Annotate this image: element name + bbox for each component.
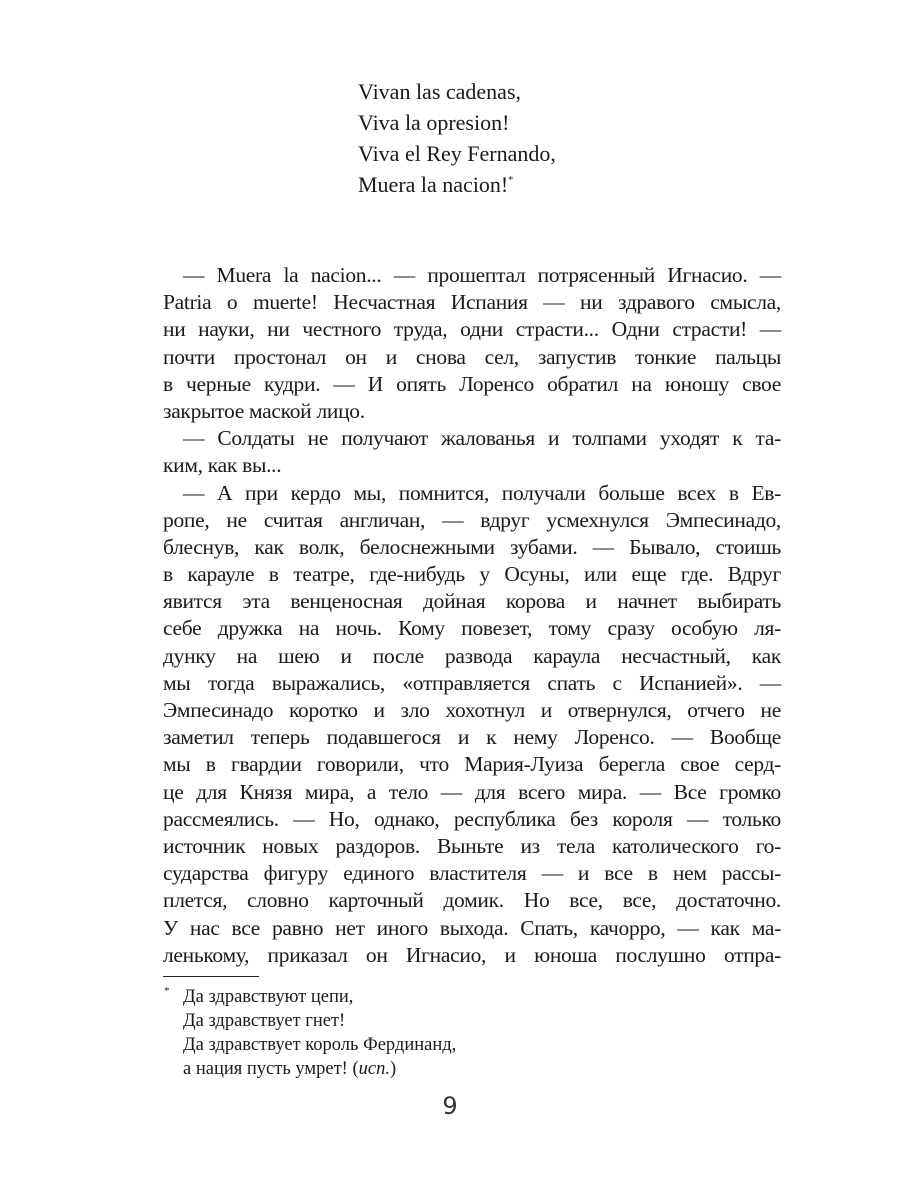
text-line: заметил теперь подавшегося и к нему Лоренсо. — Вообще xyxy=(163,725,781,750)
footnote-line: Да здравствует гнет! xyxy=(183,1011,346,1031)
text-line: дунку на шею и после развода караула несчастный, как xyxy=(163,643,781,668)
footnote xyxy=(183,985,456,1081)
text-line: — А при кердо мы, помнится, получали больше всех в Ев- xyxy=(183,480,781,505)
footnote-line: Да здравствуют цепи, xyxy=(183,987,354,1007)
text-line: Patria o muerte! Несчастная Испания — ни здравого смысла, xyxy=(163,290,781,315)
text-line: закрытое маской лицо. xyxy=(163,398,365,423)
text-line: це для Князя мира, а тело — для всего мира. — Все громко xyxy=(163,779,781,804)
footnote-divider xyxy=(163,976,259,977)
footnote-marker: * xyxy=(164,985,170,997)
text-line: — Солдаты не получают жалованья и толпами уходят к та- xyxy=(183,426,781,451)
text-line: мы в гвардии говорили, что Мария-Луиза берегла свое серд- xyxy=(163,752,781,777)
text-line: в карауле в театре, где-нибудь у Осуны, или еще где. Вдруг xyxy=(163,562,781,587)
poem-line-text: Muera la nacion! xyxy=(358,172,509,197)
text-line: ким, как вы... xyxy=(163,453,282,478)
text-line: ленькому, приказал он Игнасио, и юноша послушно отпра- xyxy=(163,942,781,967)
paren: ) xyxy=(389,1059,397,1079)
footnote-line xyxy=(183,1057,456,1081)
text-line: мы тогда выражались, «отправляется спать с Испанией». — xyxy=(163,670,781,695)
poem-line: Vivan las cadenas, xyxy=(358,79,522,104)
text-line: явится эта венценосная дойная корова и начнет выбирать xyxy=(163,589,781,614)
text-line: блеснув, как волк, белоснежными зубами. — Бывало, стоишь xyxy=(163,534,781,559)
language-note: исп. xyxy=(358,1059,390,1079)
body-text xyxy=(163,262,781,969)
poem-line xyxy=(358,169,556,200)
text-line: У нас все равно нет иного выхода. Спать, качорро, — как ма- xyxy=(163,915,781,940)
text-line: рассмеялись. — Но, однако, республика без короля — только xyxy=(163,806,781,831)
paren: ( xyxy=(352,1059,359,1079)
text-line: — Muera la nacion... — прошептал потрясенный Игнасио. — xyxy=(183,263,781,287)
text-line: ни науки, ни честного труда, одни страсти... Одни страсти! — xyxy=(163,317,781,342)
text-line: источник новых раздоров. Выньте из тела католического го- xyxy=(163,833,781,858)
text-line: почти простонал он и снова сел, запустив тонкие пальцы xyxy=(163,344,781,369)
text-line: плется, словно карточный домик. Но все, все, достаточно. xyxy=(163,888,781,913)
footnote-line-text: а нация пусть умрет! xyxy=(183,1059,353,1079)
text-line: ропе, не считая англичан, — вдруг усмехнулся Эмпесинадо, xyxy=(163,507,781,532)
poem-line: Viva la opresion! xyxy=(358,110,510,135)
poem-line: Viva el Rey Fernando, xyxy=(358,141,556,166)
footnote-reference[interactable]: * xyxy=(508,175,514,186)
text-line: в черные кудри. — И опять Лоренсо обратил на юношу свое xyxy=(163,371,781,396)
text-line: себе дружка на ночь. Кому повезет, тому сразу особую ля- xyxy=(163,616,781,641)
text-line: Эмпесинадо коротко и зло хохотнул и отвернулся, отчего не xyxy=(163,698,781,722)
page-number: 9 xyxy=(442,1092,458,1120)
footnote-line: Да здравствует король Фердинанд, xyxy=(183,1035,457,1055)
epigraph-poem xyxy=(358,76,556,200)
text-line: сударства фигуру единого властителя — и все в нем рассы- xyxy=(163,861,781,886)
